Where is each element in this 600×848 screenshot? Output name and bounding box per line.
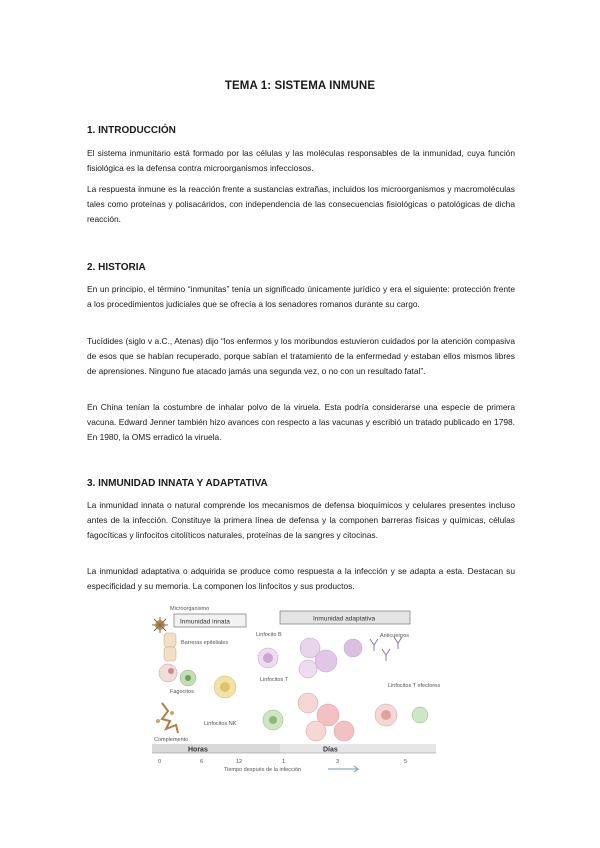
paragraph: La inmunidad adaptativa o adquirida se produce como respuesta a la infección y se adapta a esta. Destacan su especificidad y su memoria. La componen los linfocitos y sus productos. <box>87 566 515 591</box>
adaptive-label: Inmunidad adaptativa <box>313 615 376 623</box>
paragraph: Tucídides (siglo v a.C., Atenas) dijo “los enfermos y los moribundos estuvieron cuidados por la atención compasiva de esos que se habían recuperado, porque sabían el tratamiento de la enfermedad y estaban ellos mismos libres de aprensiones. Ninguno fue atacado jamás una segunda vez, o no con un resultado fatal”. <box>87 336 515 376</box>
nk-cell-icon <box>214 676 236 698</box>
time-axis-label: Tiempo después de la infección <box>224 767 302 773</box>
b-cells-label: Linfocito B <box>256 632 282 638</box>
b-cell-icon <box>258 638 362 678</box>
phagocytes-label: Fagocitos <box>170 689 194 695</box>
section-heading-inmunidad: 3. INMUNIDAD INNATA Y ADAPTATIVA <box>87 478 268 489</box>
paragraph: El sistema inmunitario está formado por las células y las moléculas responsables de la inmunidad, cuya función fisiológica es la defensa contra microorganismos infecciosos. <box>87 148 515 173</box>
paragraph: La respuesta inmune es la reacción frente a sustancias extrañas, incluidos los microorganismos y macromoléculas tales como proteínas y polisacáridos, con independencia de las consecuencias fisiológicas o patológicas de dicha reacción. <box>87 184 515 224</box>
complement-icon <box>156 703 178 733</box>
days-label: Días <box>323 746 338 754</box>
tick-0: 0 <box>158 759 162 765</box>
effector-t-label: Linfocitos T efectores <box>388 683 440 689</box>
tick-1: 1 <box>282 759 286 765</box>
paragraph: La inmunidad innata o natural comprende los mecanismos de defensa bioquímicos y celulares presentes incluso antes de la infección. Constituye la primera línea de defensa y la componen barreras físicas y químicas, células fagocíticas y linfocitos citolíticos naturales, proteínas de la sangres y citocinas. <box>87 500 515 540</box>
hours-label: Horas <box>188 746 208 754</box>
tick-6: 6 <box>200 759 204 765</box>
tick-5: 5 <box>404 759 408 765</box>
epithelial-cells-icon <box>164 633 176 661</box>
hours-bar <box>152 744 280 753</box>
microorganism-icon <box>152 617 168 633</box>
time-arrow-icon <box>328 766 358 772</box>
nk-label: Linfocitos NK <box>204 721 237 727</box>
paragraph: En China tenían la costumbre de inhalar polvo de la viruela. Esta podría considerarse una especie de primera vacuna. Edward Jenner también hizo avances con respecto a las vacunas y escribió un tratado publicado en 1798. En 1980, la OMS erradicó la viruela. <box>87 402 515 442</box>
phagocyte-icon <box>159 664 196 686</box>
t-cells-label: Linfocitos T <box>260 677 289 683</box>
section-heading-introduccion: 1. INTRODUCCIÓN <box>87 125 176 136</box>
immunity-figure <box>148 603 440 775</box>
antibodies-icon <box>370 637 402 661</box>
tick-3: 3 <box>336 759 340 765</box>
innate-label: Inmunidad innata <box>180 618 230 626</box>
antibodies-label: Anticuerpos <box>380 633 410 639</box>
paragraph: En un principio, el término “inmunitas” tenía un significado únicamente jurídico y era el siguiente: protección frente a los procedimientos judiciales que se ofrecía a los senadores romanos durante su cargo. <box>87 284 515 309</box>
tick-12: 12 <box>236 759 243 765</box>
complement-label: Complemento <box>154 737 189 743</box>
figure-label-microorganism: Microorganismo <box>170 606 210 612</box>
t-cell-icon <box>263 693 428 741</box>
days-bar <box>280 744 436 753</box>
epithelial-label: Barreras epiteliales <box>181 640 229 646</box>
section-heading-historia: 2. HISTORIA <box>87 262 146 273</box>
page-title: TEMA 1: SISTEMA INMUNE <box>224 80 376 92</box>
